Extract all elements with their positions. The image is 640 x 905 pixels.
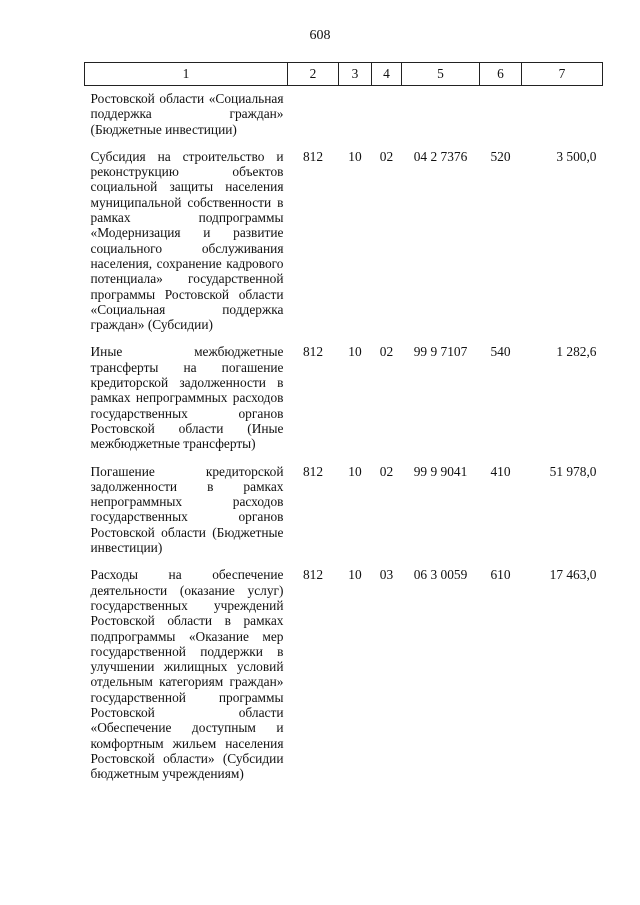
row-expense-type: 410 [490,463,511,479]
row-section-code: 10 [348,148,362,164]
row-ministry-code: 812 [302,567,324,583]
row-expense-type: 540 [490,344,511,360]
row-amount: 1 282,6 [556,344,597,360]
row-description: Субсидия на строительство и реконструкцию объектов социальной защиты населения муниципальной собственности в рамках подпрограммы «Модернизация и развитие социального обслуживания населения, сохранение кадрового потенциала» государственной программы Ростовской области «Социальная поддержка граждан» (Субсидии) [90,148,284,333]
row-amount: 51 978,0 [549,463,597,479]
column-header-1: 1 [85,63,288,86]
row-section-code: 10 [348,567,362,583]
row-subsection-code: 03 [379,567,394,583]
column-header-2: 2 [288,63,339,86]
table-row [85,86,603,149]
row-expense-type: 610 [490,567,511,583]
column-header-7: 7 [522,63,603,86]
row-description: Погашение кредиторской задолженности в рамках непрограммных расходов государственных органов Ростовской области (Бюджетные инвестиции) [90,463,284,556]
row-amount: 17 463,0 [549,567,597,583]
row-description: Расходы на обеспечение деятельности (оказание услуг) государственных учреждений Ростовской области в рамках подпрограммы «Оказание мер государственной поддержки в улучшении жилищных условий отдельным категориям граждан» государственной программы Ростовской области «Обеспечение доступным и комфортным жильем населения Ростовской области» (Субсидии бюджетным учреждениям) [90,567,284,782]
column-header-6: 6 [480,63,522,86]
row-description: Ростовской области «Социальная поддержка граждан» (Бюджетные инвестиции) [90,91,284,137]
row-expense-type: 520 [490,148,511,164]
page-number: 608 [309,28,331,43]
column-header-3: 3 [339,63,372,86]
table-row [85,344,603,463]
row-amount [522,86,603,149]
table-row [85,567,603,793]
row-ministry-code [288,86,339,149]
budget-table [84,62,603,793]
row-target-code: 06 3 0059 [413,567,468,583]
column-header-4: 4 [372,63,402,86]
column-header-5: 5 [402,63,480,86]
row-ministry-code: 812 [302,463,324,479]
row-section-code: 10 [348,463,362,479]
row-section-code [339,86,372,149]
row-ministry-code: 812 [302,344,324,360]
row-expense-type [480,86,522,149]
row-amount: 3 500,0 [556,148,597,164]
row-target-code [402,86,480,149]
row-ministry-code: 812 [302,148,324,164]
row-target-code: 99 9 7107 [413,344,468,360]
table-row [85,149,603,345]
row-subsection-code: 02 [379,463,394,479]
row-section-code: 10 [348,344,362,360]
row-subsection-code [372,86,402,149]
row-subsection-code: 02 [379,148,394,164]
row-subsection-code: 02 [379,344,394,360]
row-target-code: 99 9 9041 [413,463,468,479]
header-row [85,63,603,86]
row-target-code: 04 2 7376 [413,148,468,164]
row-description: Иные межбюджетные трансферты на погашение кредиторской задолженности в рамках непрограммных расходов государственных органов Ростовской области (Иные межбюджетные трансферты) [90,344,284,452]
table-row [85,464,603,568]
